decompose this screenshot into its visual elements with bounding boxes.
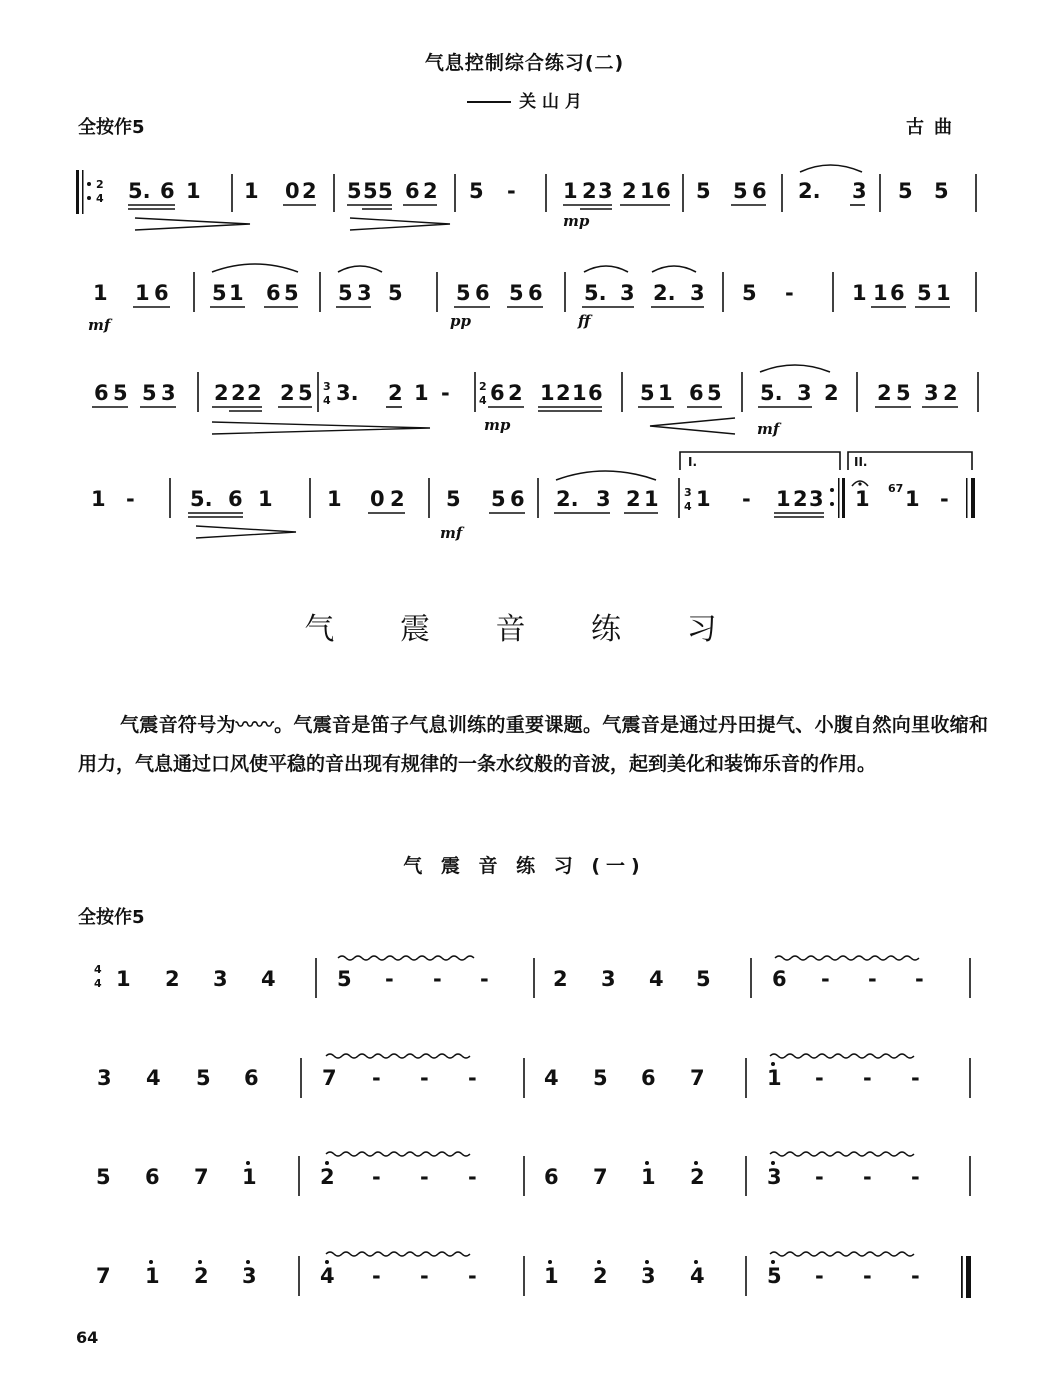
svg-text:6: 6 (154, 281, 169, 305)
svg-text:2: 2 (302, 179, 317, 203)
svg-text:1: 1 (696, 487, 711, 511)
svg-text:3: 3 (323, 380, 331, 393)
svg-text:-: - (372, 1264, 381, 1288)
svg-text:-: - (420, 1066, 429, 1090)
svg-text:5: 5 (640, 381, 655, 405)
svg-text:6: 6 (510, 487, 525, 511)
svg-text:5: 5 (284, 281, 299, 305)
svg-text:6: 6 (94, 381, 109, 405)
svg-text:-: - (468, 1165, 477, 1189)
score-line-4 (91, 452, 975, 542)
svg-text:5: 5 (298, 381, 313, 405)
svg-text:2: 2 (508, 381, 523, 405)
dynamic-pp: pp (450, 312, 471, 330)
piece1-composer: 古曲 (906, 117, 962, 138)
svg-text:1: 1 (244, 179, 259, 203)
svg-text:5: 5 (446, 487, 461, 511)
svg-text:2: 2 (423, 179, 438, 203)
svg-text:4: 4 (684, 500, 692, 513)
svg-text:5: 5 (696, 179, 711, 203)
svg-text:-: - (126, 487, 135, 511)
svg-text:1: 1 (327, 487, 342, 511)
svg-text:3: 3 (767, 1165, 782, 1189)
svg-text:5: 5 (142, 381, 157, 405)
svg-text:5: 5 (491, 487, 506, 511)
svg-text:1: 1 (936, 281, 951, 305)
svg-text:2: 2 (165, 967, 180, 991)
svg-text:3: 3 (596, 487, 611, 511)
svg-text:3: 3 (357, 281, 372, 305)
svg-text:5: 5 (456, 281, 471, 305)
svg-text:3: 3 (797, 381, 812, 405)
svg-text:1: 1 (644, 487, 659, 511)
svg-text:5: 5 (338, 281, 353, 305)
svg-text:2.: 2. (653, 281, 676, 305)
svg-text:3: 3 (641, 1264, 656, 1288)
svg-text:4: 4 (690, 1264, 705, 1288)
svg-text:2: 2 (96, 178, 104, 191)
svg-text:5: 5 (896, 381, 911, 405)
svg-text:1: 1 (641, 1165, 656, 1189)
svg-text:-: - (911, 1066, 920, 1090)
volta-2: II. (854, 455, 868, 469)
svg-text:3: 3 (924, 381, 939, 405)
piece1-key: 全按作5 (78, 117, 145, 138)
piece2-title: 气 震 音 练 习 (一) (403, 855, 646, 877)
svg-text:2: 2 (214, 381, 229, 405)
dynamic-mf-3: mf (440, 524, 463, 542)
svg-text:3: 3 (690, 281, 705, 305)
svg-text:2: 2 (388, 381, 403, 405)
svg-text:5.: 5. (760, 381, 783, 405)
vibrato-row-2 (97, 1054, 970, 1098)
svg-text:5: 5 (898, 179, 913, 203)
dynamic-mf-2: mf (757, 420, 780, 438)
svg-text:5: 5 (469, 179, 484, 203)
svg-text:2: 2 (824, 381, 839, 405)
svg-text:2: 2 (320, 1165, 335, 1189)
vibrato-row-4 (96, 1252, 971, 1298)
svg-text:1: 1 (186, 179, 201, 203)
svg-text:-: - (372, 1066, 381, 1090)
page-number: 64 (76, 1328, 99, 1347)
svg-text:2: 2 (593, 1264, 608, 1288)
svg-text:5: 5 (363, 179, 378, 203)
vibrato-row-3 (96, 1152, 970, 1196)
svg-text:1: 1 (540, 381, 555, 405)
svg-text:7: 7 (96, 1264, 111, 1288)
svg-text:6: 6 (228, 487, 243, 511)
svg-text:4: 4 (96, 192, 104, 205)
svg-text:5: 5 (509, 281, 524, 305)
svg-text:2: 2 (943, 381, 958, 405)
svg-text:5: 5 (707, 381, 722, 405)
svg-text:1: 1 (855, 487, 870, 511)
svg-text:1: 1 (229, 281, 244, 305)
svg-text:5.: 5. (584, 281, 607, 305)
svg-text:2: 2 (690, 1165, 705, 1189)
svg-text:6: 6 (405, 179, 420, 203)
svg-text:5: 5 (742, 281, 757, 305)
svg-text:4: 4 (544, 1066, 559, 1090)
svg-text:2: 2 (247, 381, 262, 405)
svg-text:6: 6 (588, 381, 603, 405)
svg-text:-: - (385, 967, 394, 991)
svg-text:-: - (863, 1264, 872, 1288)
svg-text:-: - (911, 1264, 920, 1288)
svg-text:1: 1 (776, 487, 791, 511)
vibrato-row-1 (94, 956, 970, 998)
svg-text:5: 5 (96, 1165, 111, 1189)
svg-text:5: 5 (388, 281, 403, 305)
svg-text:4: 4 (94, 977, 102, 990)
piece1-subtitle-text: 关 山 月 (519, 92, 582, 112)
dynamic-mp: mp (563, 212, 590, 230)
svg-text:6: 6 (641, 1066, 656, 1090)
svg-text:5: 5 (196, 1066, 211, 1090)
svg-text:5: 5 (113, 381, 128, 405)
svg-text:6: 6 (266, 281, 281, 305)
svg-text:2: 2 (280, 381, 295, 405)
svg-text:1: 1 (873, 281, 888, 305)
svg-text:2: 2 (194, 1264, 209, 1288)
svg-text:3: 3 (213, 967, 228, 991)
svg-text:1: 1 (258, 487, 273, 511)
svg-text:2: 2 (582, 179, 597, 203)
svg-text:7: 7 (593, 1165, 608, 1189)
svg-text:1: 1 (414, 381, 429, 405)
svg-text:6: 6 (544, 1165, 559, 1189)
svg-text:-: - (815, 1264, 824, 1288)
svg-text:5: 5 (337, 967, 352, 991)
svg-text:2: 2 (231, 381, 246, 405)
svg-text:2: 2 (877, 381, 892, 405)
svg-text:6: 6 (689, 381, 704, 405)
svg-text:-: - (468, 1264, 477, 1288)
svg-text:7: 7 (690, 1066, 705, 1090)
svg-text:5: 5 (212, 281, 227, 305)
svg-text:3: 3 (598, 179, 613, 203)
svg-text:2.: 2. (798, 179, 821, 203)
svg-text:-: - (863, 1066, 872, 1090)
svg-text:4: 4 (649, 967, 664, 991)
svg-text:5.: 5. (128, 179, 151, 203)
svg-text:-: - (372, 1165, 381, 1189)
svg-text:-: - (480, 967, 489, 991)
score-line-2 (88, 264, 976, 334)
volta-1: I. (688, 455, 698, 469)
svg-text:3: 3 (809, 487, 824, 511)
svg-text:-: - (433, 967, 442, 991)
svg-text:4: 4 (323, 394, 331, 407)
svg-text:2: 2 (556, 381, 571, 405)
svg-text:6: 6 (244, 1066, 259, 1090)
svg-text:1: 1 (91, 487, 106, 511)
svg-text:-: - (420, 1264, 429, 1288)
svg-text:5: 5 (767, 1264, 782, 1288)
svg-text:4: 4 (261, 967, 276, 991)
svg-text:5: 5 (917, 281, 932, 305)
svg-text:1: 1 (563, 179, 578, 203)
svg-text:-: - (420, 1165, 429, 1189)
svg-text:-: - (785, 281, 794, 305)
dynamic-mf: mf (88, 316, 111, 334)
svg-text:6: 6 (752, 179, 767, 203)
svg-text:3: 3 (242, 1264, 257, 1288)
svg-text:2: 2 (479, 380, 487, 393)
svg-text:1: 1 (852, 281, 867, 305)
svg-text:6: 6 (160, 179, 175, 203)
svg-text:1: 1 (135, 281, 150, 305)
svg-text:3: 3 (684, 486, 692, 499)
svg-text:1: 1 (242, 1165, 257, 1189)
svg-text:-: - (815, 1165, 824, 1189)
section-paragraph (78, 706, 988, 784)
svg-text:5: 5 (593, 1066, 608, 1090)
svg-text:3.: 3. (336, 381, 359, 405)
svg-text:1: 1 (145, 1264, 160, 1288)
svg-text:-: - (742, 487, 751, 511)
svg-text:2: 2 (390, 487, 405, 511)
svg-text:5.: 5. (190, 487, 213, 511)
svg-text:6: 6 (145, 1165, 160, 1189)
svg-text:6: 6 (528, 281, 543, 305)
svg-text:3: 3 (161, 381, 176, 405)
svg-text:3: 3 (601, 967, 616, 991)
svg-text:1: 1 (640, 179, 655, 203)
svg-text:5: 5 (347, 179, 362, 203)
section-title: 气 震 音 练 习 (304, 612, 745, 647)
svg-text:3: 3 (620, 281, 635, 305)
svg-text:-: - (441, 381, 450, 405)
svg-text:4: 4 (320, 1264, 335, 1288)
svg-text:-: - (815, 1066, 824, 1090)
svg-text:-: - (868, 967, 877, 991)
svg-text:6: 6 (890, 281, 905, 305)
svg-text:-: - (915, 967, 924, 991)
svg-text:1: 1 (767, 1066, 782, 1090)
piece2-key: 全按作5 (78, 907, 145, 928)
svg-text:-: - (468, 1066, 477, 1090)
svg-text:2.: 2. (556, 487, 579, 511)
svg-text:1: 1 (572, 381, 587, 405)
svg-text:5: 5 (934, 179, 949, 203)
svg-text:0: 0 (370, 487, 385, 511)
svg-text:4: 4 (146, 1066, 161, 1090)
svg-text:-: - (863, 1165, 872, 1189)
svg-text:2: 2 (626, 487, 641, 511)
svg-text:5: 5 (378, 179, 393, 203)
svg-text:-: - (821, 967, 830, 991)
piece1-title: 气息控制综合练习(二) (424, 52, 625, 74)
piece1-score (0, 0, 1049, 560)
svg-text:2: 2 (622, 179, 637, 203)
svg-text:2: 2 (793, 487, 808, 511)
svg-text:6: 6 (475, 281, 490, 305)
svg-text:-: - (940, 487, 949, 511)
svg-text:4: 4 (94, 963, 102, 976)
svg-text:67: 67 (888, 482, 904, 495)
paragraph-text: 气震音符号为〰〰。气震音是笛子气息训练的重要课题。气震音是通过丹田提气、小腹自然向里收缩和用力，气息通过口风使平稳的音出现有规律的一条水纹般的音波，起到美化和装饰乐音的作用。 (78, 714, 988, 775)
svg-text:7: 7 (322, 1066, 337, 1090)
svg-text:-: - (911, 1165, 920, 1189)
svg-text:5: 5 (733, 179, 748, 203)
score-line-3 (92, 365, 978, 438)
dynamic-ff: ff (578, 312, 591, 330)
svg-text:6: 6 (490, 381, 505, 405)
svg-text:4: 4 (479, 394, 487, 407)
svg-text:1: 1 (93, 281, 108, 305)
svg-text:-: - (507, 179, 516, 203)
svg-text:6: 6 (656, 179, 671, 203)
svg-text:1: 1 (116, 967, 131, 991)
svg-text:2: 2 (553, 967, 568, 991)
svg-text:1: 1 (658, 381, 673, 405)
svg-text:3: 3 (852, 179, 867, 203)
svg-text:1: 1 (544, 1264, 559, 1288)
svg-text:6: 6 (772, 967, 787, 991)
svg-text:3: 3 (97, 1066, 112, 1090)
svg-text:7: 7 (194, 1165, 209, 1189)
svg-text:0: 0 (285, 179, 300, 203)
svg-text:1: 1 (905, 487, 920, 511)
score-line-1 (76, 165, 976, 230)
dynamic-mp-2: mp (484, 416, 511, 434)
svg-text:5: 5 (696, 967, 711, 991)
